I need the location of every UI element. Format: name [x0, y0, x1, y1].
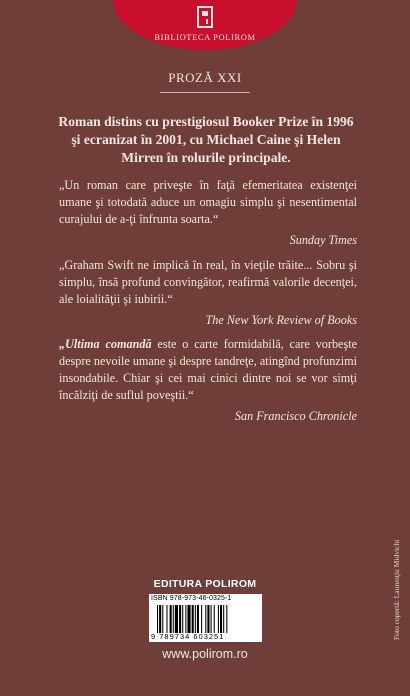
- barcode-digits: 9 789734 603251: [151, 632, 225, 641]
- barcode-stripe: [166, 605, 167, 633]
- review-quote: [59, 257, 357, 329]
- series-divider: [160, 92, 250, 93]
- barcode-stripe: [185, 605, 186, 633]
- barcode-stripe: [162, 605, 163, 633]
- barcode-stripe: [195, 605, 196, 633]
- barcode-stripe: [201, 605, 202, 633]
- barcode-stripe: [218, 605, 219, 633]
- barcode-stripe: [211, 605, 212, 633]
- barcode-stripe: [170, 605, 172, 633]
- barcode-stripe: [207, 605, 209, 633]
- lead-blurb: Roman distins cu prestigiosul Booker Prize în 1996 şi ecranizat în 2001, cu Michael Caine şi Helen Mirren în rolurile principale.: [58, 114, 354, 165]
- barcode-stripe: [157, 605, 158, 633]
- photo-credit: Foto copertă: Laurenţiu Midvichi: [392, 539, 401, 640]
- quote-body: este o carte formidabilă, care vorbeşte despre nevoile umane şi despre tandreţe, atingînd profunzimi insondabile. Chiar şi cei mai cinici dintre noi se vor simţi încălziţi de suflul poveştii.“: [59, 337, 357, 402]
- imprint-emblem: [113, 0, 297, 50]
- polirom-logo-icon: [197, 6, 213, 28]
- barcode-stripe: [182, 605, 183, 633]
- barcode-stripe: [197, 605, 199, 633]
- imprint-name: BIBLIOTECA POLIROM: [154, 32, 256, 42]
- quote-source: Sunday Times: [289, 233, 357, 247]
- quote-source: The New York Review of Books: [205, 313, 357, 327]
- barcode-stripe: [226, 605, 227, 633]
- barcode-stripe: [214, 605, 215, 633]
- barcode-stripe: [159, 605, 161, 633]
- quote-text: [59, 336, 357, 404]
- review-quote: [59, 336, 357, 425]
- barcode-stripe: [187, 605, 190, 633]
- quote-text: „Un roman care priveşte în faţă efemeritatea existenţei umane şi totodată aduce un omagiu simplu şi nesentimental curajului de a-ţi înfrunta soarta.“: [59, 178, 357, 226]
- barcode-stripe: [205, 605, 206, 633]
- barcode-stripe: [173, 605, 174, 633]
- review-quote: [59, 177, 357, 249]
- isbn-text: ISBN 978-973-46-0325-1: [151, 595, 232, 602]
- quote-source: San Francisco Chronicle: [234, 409, 357, 423]
- barcode-stripe: [192, 605, 194, 633]
- publisher-name: EDITURA POLIROM: [153, 578, 257, 590]
- book-title-emphasis: „Ultima comandă: [59, 337, 152, 351]
- barcode-bars: [157, 605, 257, 633]
- publisher-website: www.polirom.ro: [162, 647, 248, 661]
- isbn-barcode: [149, 594, 262, 642]
- barcode-stripe: [220, 605, 222, 633]
- barcode-stripe: [179, 605, 181, 633]
- quote-text: „Graham Swift ne implică în real, în vieţile trăite... Sobru şi simplu, însă profund convingător, reafirmă valorile decenţei, ale loialităţii şi iubirii.“: [59, 258, 357, 306]
- barcode-stripe: [223, 605, 224, 633]
- barcode-stripe: [175, 605, 178, 633]
- series-title: PROZĂ XXI: [168, 70, 242, 85]
